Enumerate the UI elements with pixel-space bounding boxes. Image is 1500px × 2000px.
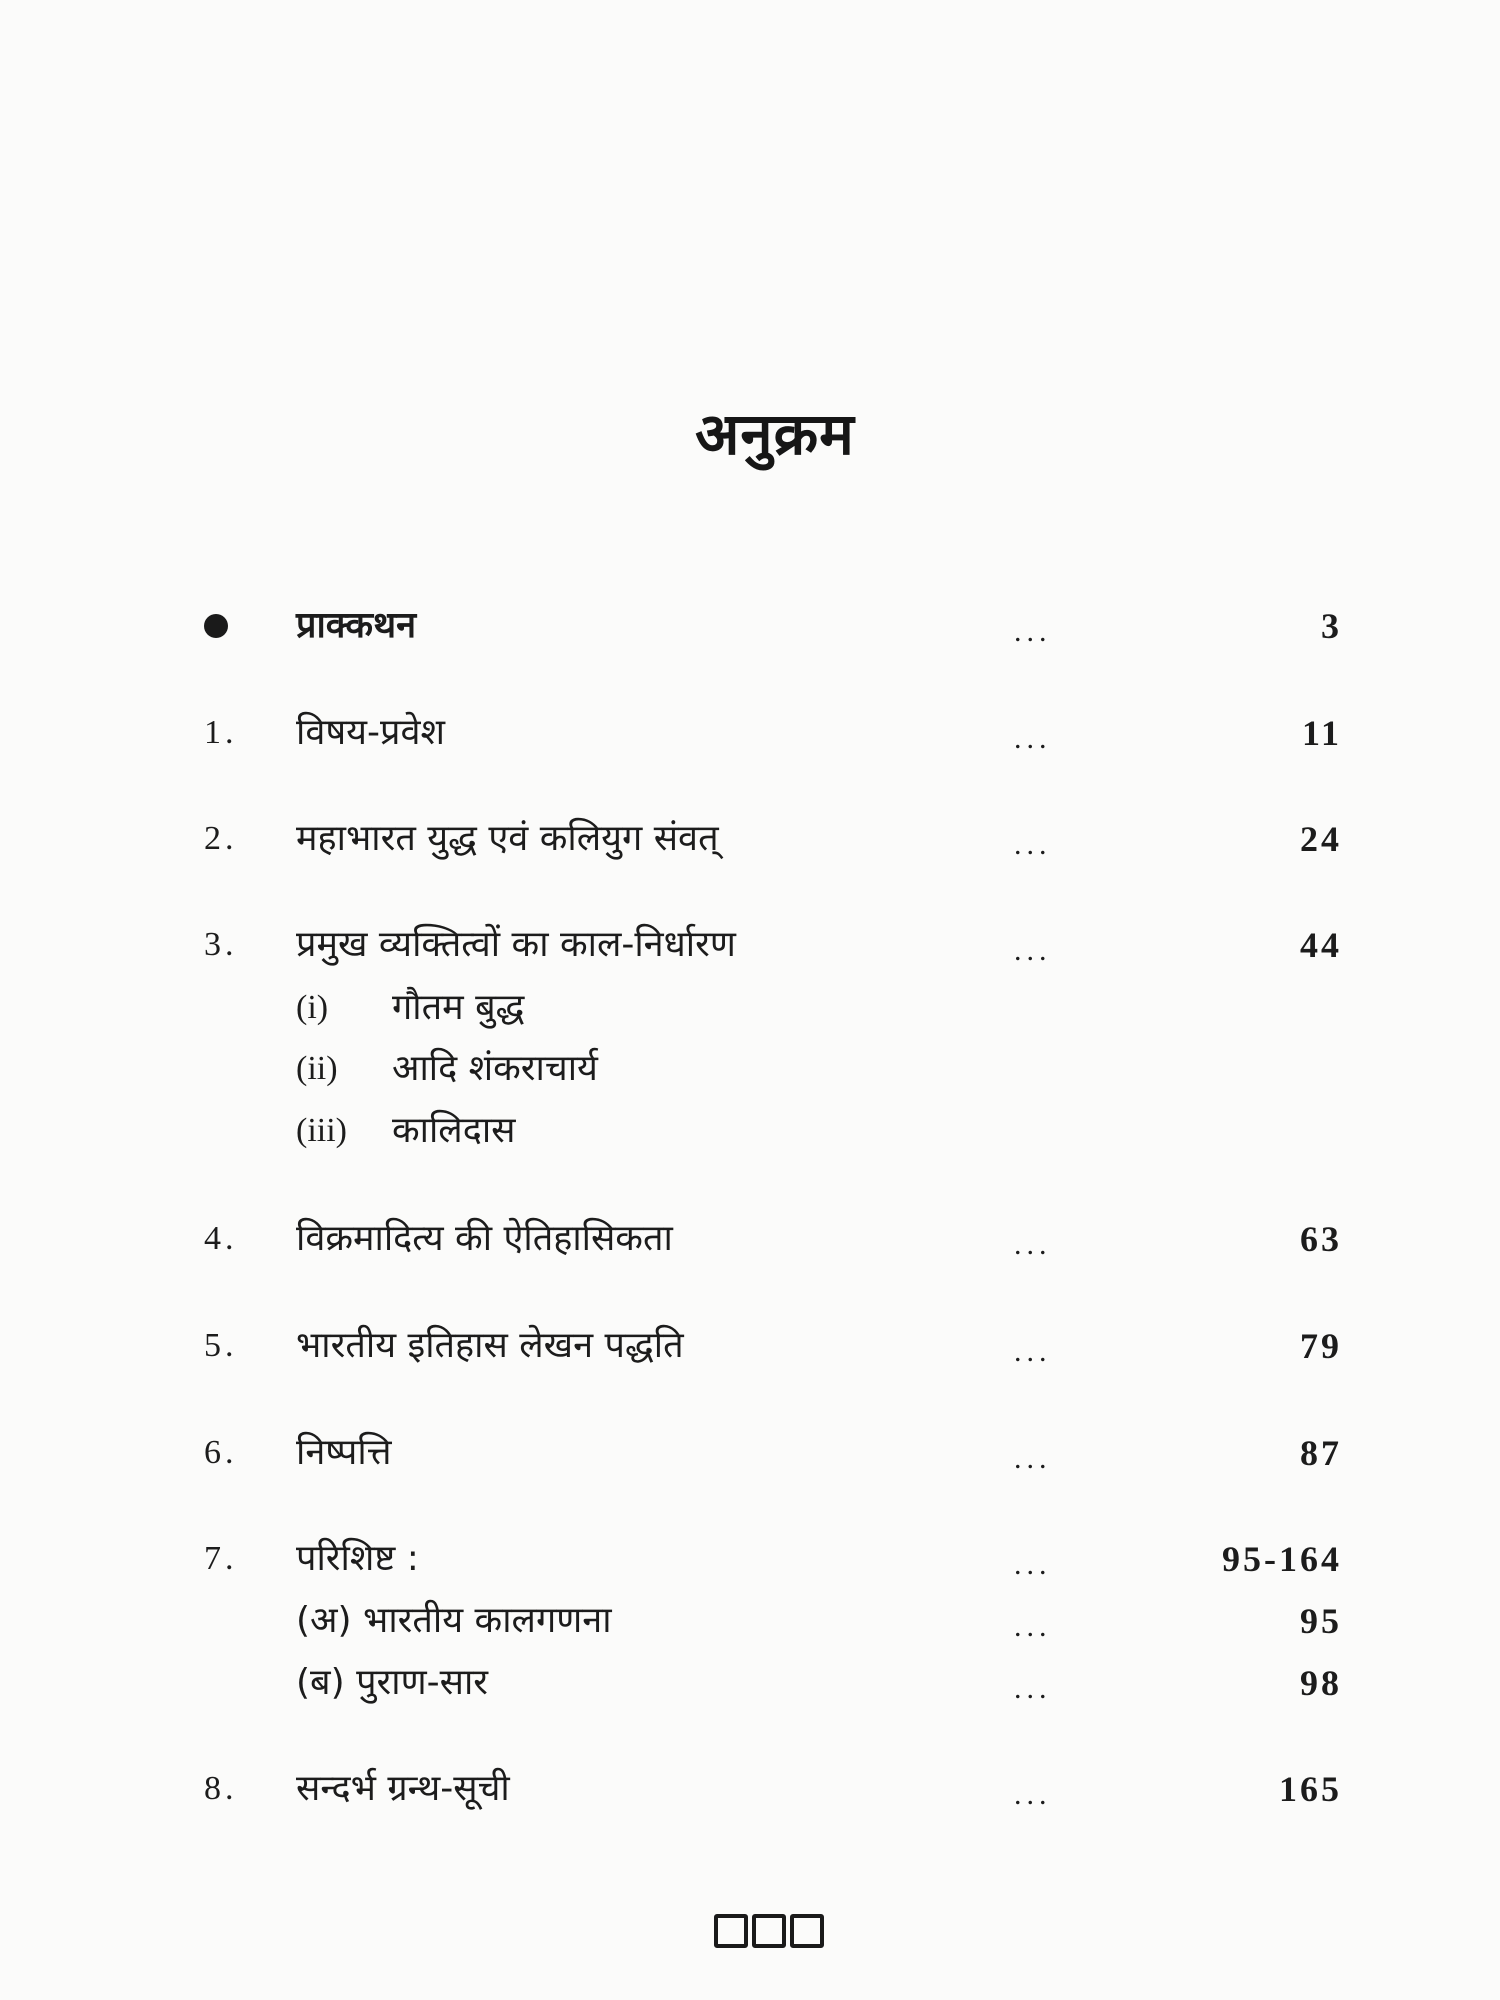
- leader-dots: ...: [1014, 1442, 1052, 1475]
- toc-entry-number: 4.: [204, 1220, 238, 1257]
- toc-entry-7: [0, 1534, 1500, 1584]
- toc-entry-5: [0, 1321, 1500, 1371]
- toc-subentry-label: कालिदास: [392, 1110, 516, 1151]
- toc-entry-page: 24: [1300, 819, 1342, 859]
- toc-entry-page: 95-164: [1222, 1539, 1342, 1579]
- toc-subentry-label: आदि शंकराचार्य: [392, 1048, 598, 1089]
- toc-entry-number: 6.: [204, 1434, 238, 1471]
- toc-entry-number: 2.: [204, 820, 238, 857]
- toc-entry-label: सन्दर्भ ग्रन्थ-सूची: [296, 1768, 510, 1809]
- toc-entry-label: प्रमुख व्यक्तित्वों का काल-निर्धारण: [296, 924, 736, 965]
- toc-entry-label: महाभारत युद्ध एवं कलियुग संवत्: [296, 818, 719, 859]
- toc-entry-3: [0, 920, 1500, 970]
- leader-dots: ...: [1014, 1672, 1052, 1705]
- leader-dots: ...: [1014, 615, 1052, 648]
- toc-subentry: [0, 1658, 1500, 1708]
- toc-entry-number: 3.: [204, 926, 238, 963]
- toc-entry-page: 87: [1300, 1433, 1342, 1473]
- toc-subentry: [0, 1596, 1500, 1646]
- toc-entry-2: [0, 814, 1500, 864]
- leader-dots: ...: [1014, 828, 1052, 861]
- toc-entry-page: 44: [1300, 925, 1342, 965]
- square-ornament-icon: [714, 1914, 748, 1948]
- square-ornament-icon: [752, 1914, 786, 1948]
- toc-subentry-label: गौतम बुद्ध: [392, 987, 525, 1028]
- leader-dots: ...: [1014, 1228, 1052, 1261]
- page-title: अनुक्रम: [695, 400, 855, 468]
- leader-dots: ...: [1014, 934, 1052, 967]
- toc-entry-label: विषय-प्रवेश: [296, 712, 445, 753]
- toc-subentry: [0, 983, 1500, 1033]
- leader-dots: ...: [1014, 1548, 1052, 1581]
- toc-subentry-marker: (i): [296, 989, 329, 1026]
- toc-entry-page: 11: [1301, 713, 1342, 753]
- toc-subentry-marker: (ii): [296, 1050, 338, 1087]
- toc-entry-8: [0, 1764, 1500, 1814]
- toc-entry-number: 8.: [204, 1770, 238, 1807]
- toc-subentry: [0, 1106, 1500, 1156]
- toc-entry-label: भारतीय इतिहास लेखन पद्धति: [296, 1325, 684, 1366]
- toc-subentry-page: 98: [1300, 1663, 1342, 1703]
- toc-entry-4: [0, 1214, 1500, 1264]
- toc-subentry-marker: (iii): [296, 1112, 347, 1149]
- toc-subentry-label: (अ) भारतीय कालगणना: [296, 1600, 612, 1641]
- toc-subentry-label: (ब) पुराण-सार: [296, 1662, 488, 1703]
- leader-dots: ...: [1014, 1778, 1052, 1811]
- toc-entry-label: निष्पत्ति: [296, 1432, 392, 1473]
- bullet-icon: [204, 614, 228, 638]
- toc-entry-6: [0, 1428, 1500, 1478]
- toc-entry-page: 79: [1300, 1326, 1342, 1366]
- toc-entry-page: 165: [1279, 1769, 1342, 1809]
- leader-dots: ...: [1014, 1610, 1052, 1643]
- toc-entry-preface: [0, 601, 1500, 651]
- toc-subentry: [0, 1044, 1500, 1094]
- toc-entry-label: प्राक्कथन: [296, 605, 417, 646]
- toc-entry-page: 3: [1321, 606, 1342, 646]
- toc-entry-number: 1.: [204, 714, 238, 751]
- toc-entry-label: विक्रमादित्य की ऐतिहासिकता: [296, 1218, 673, 1259]
- toc-entry-number: 5.: [204, 1327, 238, 1364]
- toc-subentry-page: 95: [1300, 1601, 1342, 1641]
- toc-entry-page: 63: [1300, 1219, 1342, 1259]
- toc-entry-1: [0, 708, 1500, 758]
- toc-entry-label: परिशिष्ट :: [296, 1538, 419, 1579]
- toc-entry-number: 7.: [204, 1540, 238, 1577]
- leader-dots: ...: [1014, 722, 1052, 755]
- leader-dots: ...: [1014, 1335, 1052, 1368]
- square-ornament-icon: [790, 1914, 824, 1948]
- end-ornament: [714, 1914, 824, 1946]
